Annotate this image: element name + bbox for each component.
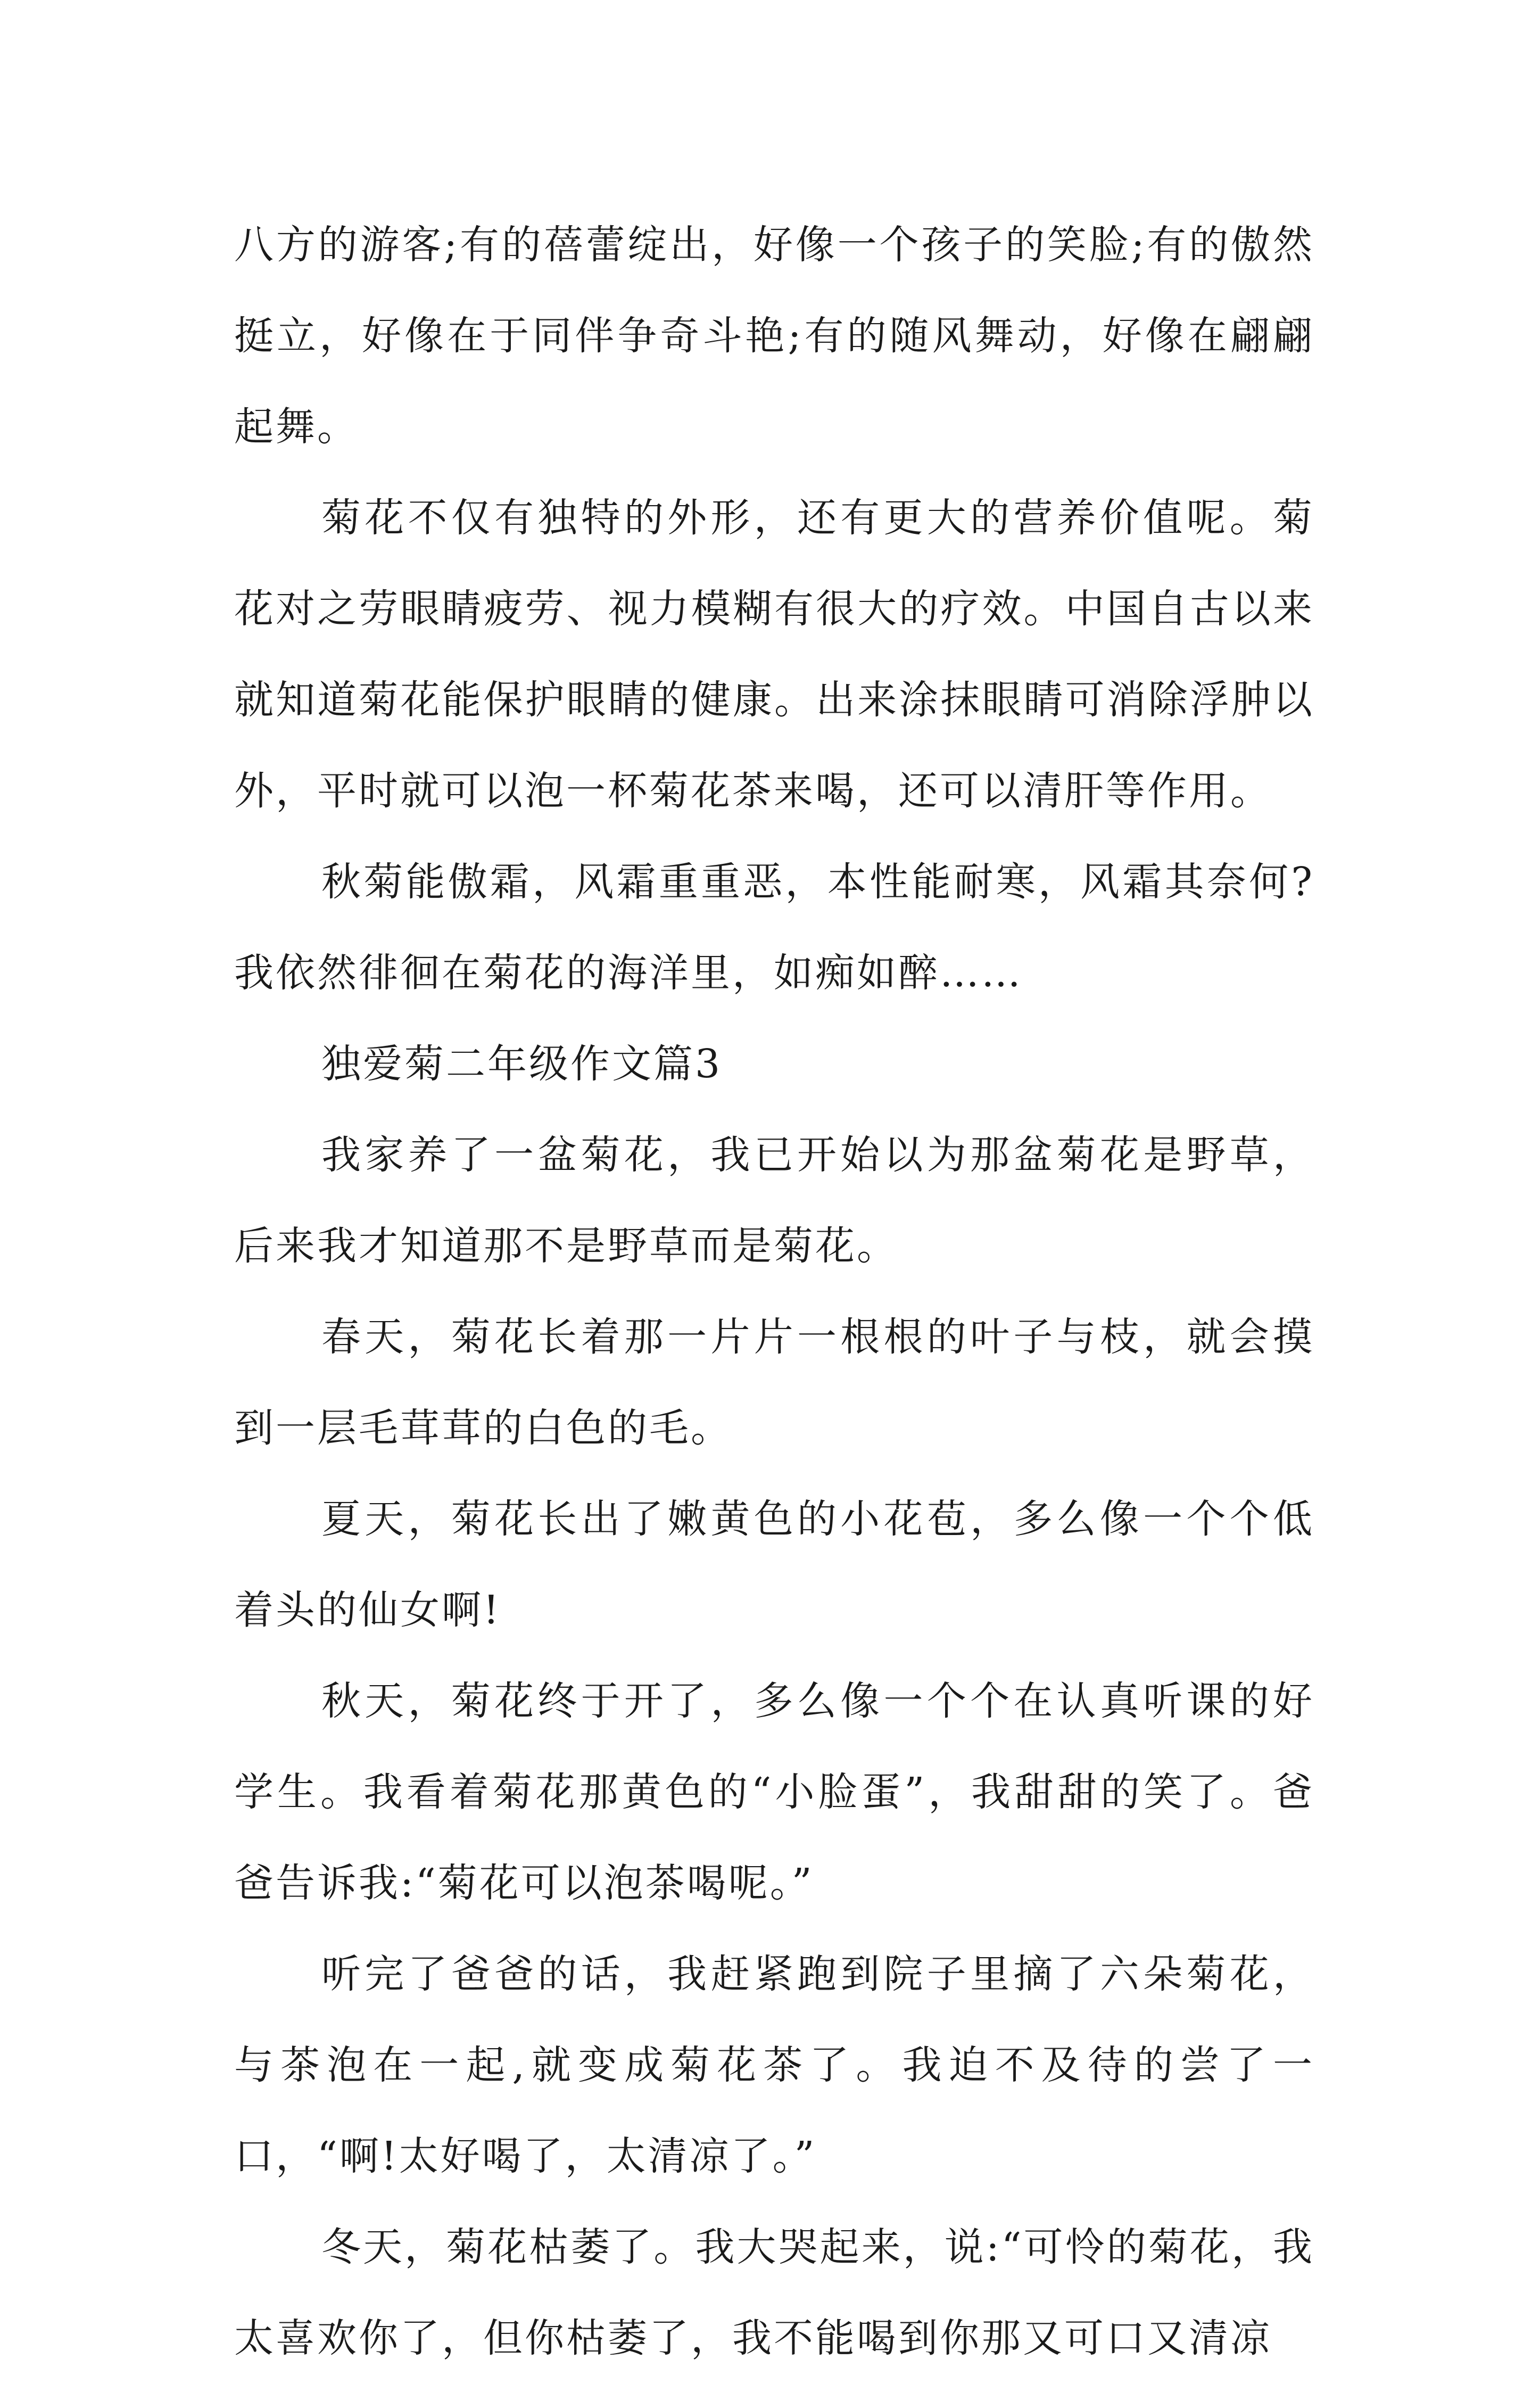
- paragraph-nutrition: 菊花不仅有独特的外形，还有更大的营养价值呢。菊花对之劳眼睛疲劳、视力模糊有很大的疗效。中国自古以来就知道菊花能保护眼睛的健康。出来涂抹眼睛可消除浮肿以外，平时就可以泡一杯菊花茶来喝，还可以清肝等作用。: [234, 495, 1314, 814]
- paragraph-intro: 我家养了一盆菊花，我已开始以为那盆菊花是野草，后来我才知道那不是野草而是菊花。: [234, 1132, 1314, 1269]
- paragraph-continued: 八方的游客;有的蓓蕾绽出，好像一个孩子的笑脸;有的傲然挺立，好像在于同伴争奇斗艳;有的随风舞动，好像在翩翩起舞。: [234, 222, 1314, 450]
- paragraph-autumn-poem: 秋菊能傲霜，风霜重重恶，本性能耐寒，风霜其奈何?我依然徘徊在菊花的海洋里，如痴如醉……: [234, 859, 1314, 996]
- paragraph-winter: 冬天，菊花枯萎了。我大哭起来，说:“可怜的菊花，我太喜欢你了，但你枯萎了，我不能喝到你那又可口又清凉: [234, 2224, 1314, 2361]
- paragraph-tea: 听完了爸爸的话，我赶紧跑到院子里摘了六朵菊花，与茶泡在一起,就变成菊花茶了。我迫不及待的尝了一口，“啊!太好喝了，太清凉了。”: [234, 1951, 1314, 2179]
- section-title: 独爱菊二年级作文篇3: [321, 1041, 723, 1087]
- paragraph-autumn: 秋天，菊花终于开了，多么像一个个在认真听课的好学生。我看着菊花那黄色的“小脸蛋”，我甜甜的笑了。爸爸告诉我:“菊花可以泡茶喝呢。”: [234, 1678, 1314, 1906]
- document-body: [234, 200, 1314, 2384]
- paragraph-summer: 夏天，菊花长出了嫩黄色的小花苞，多么像一个个低着头的仙女啊!: [234, 1496, 1314, 1633]
- paragraph-spring: 春天，菊花长着那一片片一根根的叶子与枝，就会摸到一层毛茸茸的白色的毛。: [234, 1314, 1314, 1451]
